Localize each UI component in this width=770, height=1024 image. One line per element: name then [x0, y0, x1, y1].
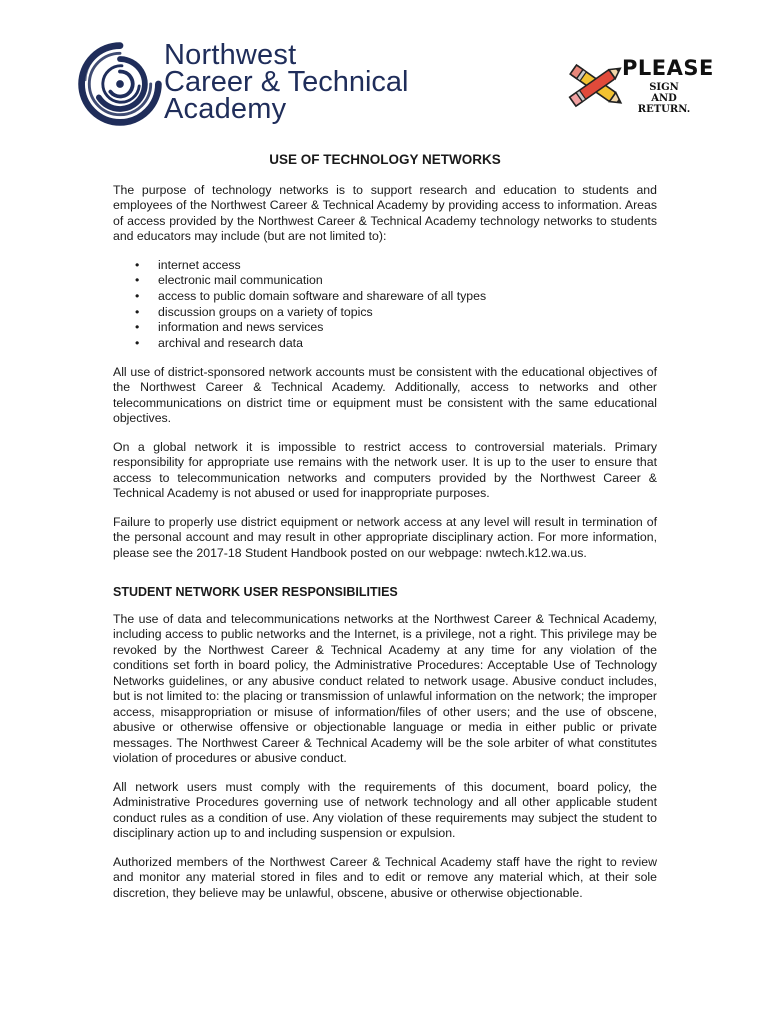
please-sign-badge [562, 54, 712, 124]
logo-line-academy: Academy [164, 93, 287, 125]
document-body [113, 152, 657, 914]
intro-paragraph: The purpose of technology networks is to support research and education to students and employees of the Northwest Career & Technical Academy by providing access to information. Areas of access provided by the Northwest Career & Technical Academy technology networks to students and educators may include (but are not limited to): [113, 182, 657, 243]
badge-line-return: RETURN. [637, 104, 691, 115]
staff-review-paragraph: Authorized members of the Northwest Career & Technical Academy staff have the right to review and monitor any material stored in files and to edit or remove any material which, at their sole discretion, they believe may be unlawful, obscene, abusive or otherwise objectionable. [113, 854, 657, 900]
bullet-dot: • [135, 336, 140, 351]
list-item-text: access to public domain software and shareware of all types [158, 288, 487, 303]
compliance-paragraph: All network users must comply with the requirements of this document, board policy, the Administrative Procedures governing use of network technology and all other applicable student conduct rules as a condition of use. Any violation of these requirements may subject the student to disciplinary action up to and including suspension or expulsion. [113, 779, 657, 841]
section-heading: STUDENT NETWORK USER RESPONSIBILITIES [113, 585, 398, 600]
access-list [113, 258, 657, 352]
bullet-dot: • [135, 273, 140, 288]
list-item [113, 273, 657, 289]
bullet-dot: • [135, 304, 140, 319]
bullet-dot: • [135, 288, 140, 303]
global-network-paragraph: On a global network it is impossible to restrict access to controversial materials. Primary responsibility for appropriate use remains with the network user. It is up to the user to ensure that access to telecommunication networks and computers provided by the Northwest Career & Technical Academy is not abused or used for inappropriate purposes. [113, 439, 657, 501]
failure-paragraph: Failure to properly use district equipment or network access at any level will result in termination of the personal account and may result in other appropriate disciplinary action. For more information, please see the 2017-18 Student Handbook posted on our webpage: nwtech.k12.wa.us. [113, 514, 657, 560]
list-item [113, 320, 657, 336]
list-item [113, 305, 657, 321]
list-item [113, 258, 657, 274]
badge-line-sign: SIGN [649, 82, 679, 93]
list-item [113, 289, 657, 305]
school-logo [72, 36, 412, 132]
document-title: USE OF TECHNOLOGY NETWORKS [269, 152, 501, 167]
list-item [113, 336, 657, 352]
bullet-dot: • [135, 257, 140, 272]
please-title: PLEASE [622, 56, 714, 80]
sign-and-return-text [634, 82, 694, 115]
swirl-logo-icon [72, 36, 168, 132]
logo-wordmark [164, 41, 408, 124]
consistency-paragraph: All use of district-sponsored network accounts must be consistent with the educational objectives of the Northwest Career & Technical Academy. Additionally, access to networks and other telecommunications on district time or equipment must be consistent with the same educational objectives. [113, 364, 657, 426]
logo-line-career-technical: Career & Technical [164, 66, 409, 98]
badge-line-and: AND [651, 93, 677, 104]
bullet-dot: • [135, 320, 140, 335]
crossed-pencils-icon [562, 58, 630, 114]
list-item-text: information and news services [158, 320, 324, 335]
list-item-text: electronic mail communication [158, 273, 323, 288]
logo-line-northwest: Northwest [164, 39, 297, 71]
use-privilege-paragraph: The use of data and telecommunications networks at the Northwest Career & Technical Academy, including access to public networks and the Internet, is a privilege, not a right. This privilege may be revoked by the Northwest Career & Technical Academy at any time for any violation of the conditions set forth in board policy, the Administrative Procedures: Acceptable Use of Technology Networks guidelines, or any abusive conduct related to network usage. Abusive conduct includes, but is not limited to: the placing or transmission of unlawful information on the network; the improper access, misappropriation or misuse of information/files of other users; and the use of obscene, abusive or otherwise offensive or objectionable language or media in either public or private messages. The Northwest Career & Technical Academy will be the sole arbiter of what constitutes violation of procedures or abusive conduct. [113, 611, 657, 766]
list-item-text: archival and research data [158, 336, 303, 351]
list-item-text: internet access [158, 257, 241, 272]
list-item-text: discussion groups on a variety of topics [158, 304, 373, 319]
